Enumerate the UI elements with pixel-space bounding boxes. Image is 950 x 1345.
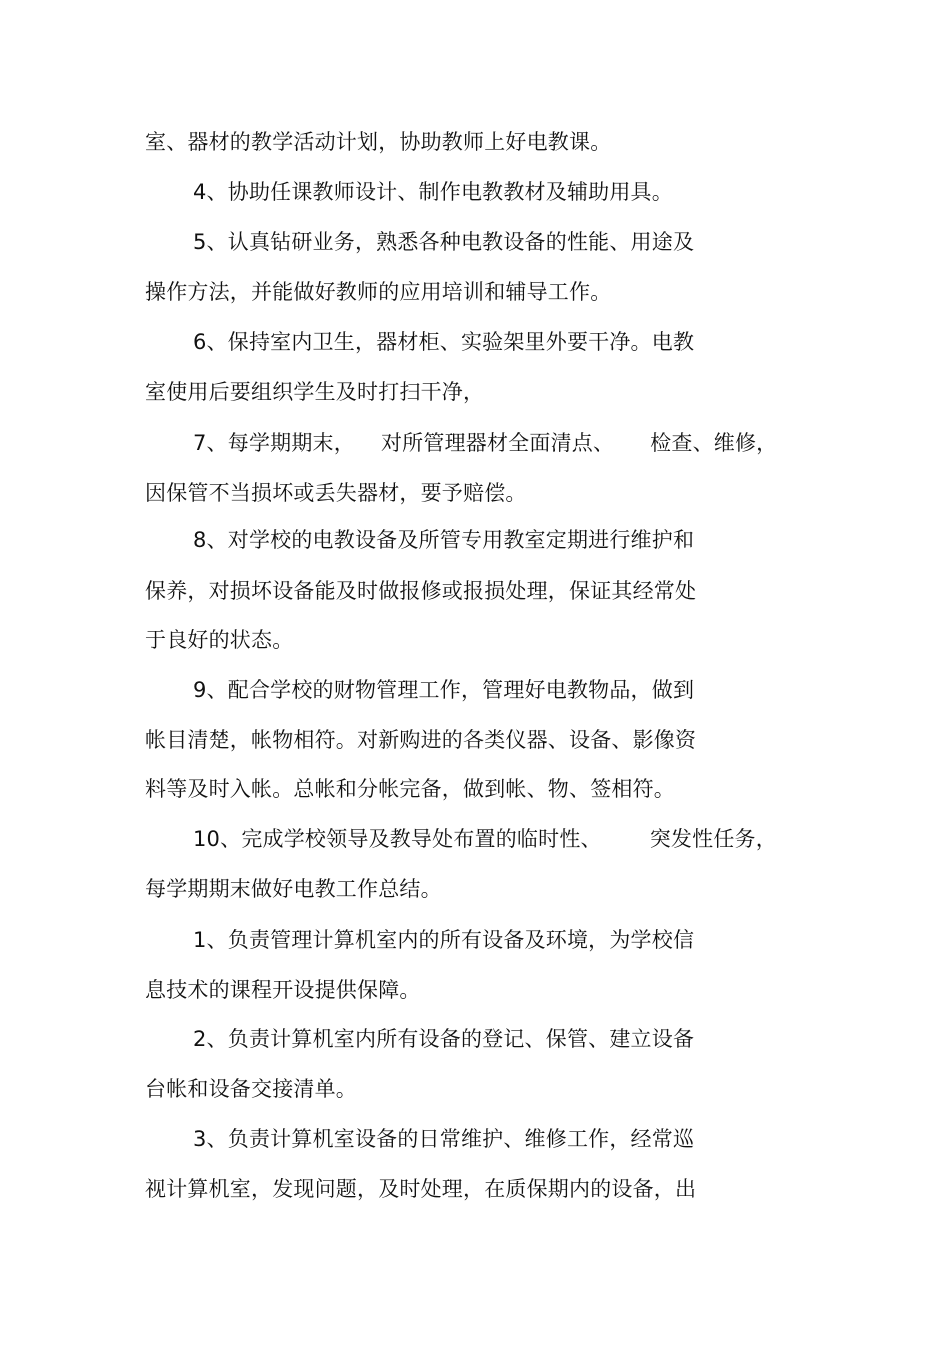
text-line: 室、器材的教学活动计划，协助教师上好电教课。 — [145, 130, 612, 154]
text-line: 2、负责计算机室内所有设备的登记、保管、建立设备 — [193, 1027, 695, 1051]
text-line: 3、负责计算机室设备的日常维护、维修工作，经常巡 — [193, 1127, 695, 1151]
text-line: 保养，对损坏设备能及时做报修或报损处理，保证其经常处 — [145, 579, 697, 603]
text-line: 操作方法，并能做好教师的应用培训和辅导工作。 — [145, 280, 612, 304]
text-line: 息技术的课程开设提供保障。 — [145, 978, 421, 1002]
text-line: 6、保持室内卫生，器材柜、实验架里外要干净。电教 — [193, 330, 695, 354]
text-segment: 7、每学期期末， — [193, 431, 355, 455]
text-line — [193, 826, 777, 852]
text-line: 料等及时入帐。总帐和分帐完备，做到帐、物、签相符。 — [145, 777, 675, 801]
text-line: 1、负责管理计算机室内的所有设备及环境，为学校信 — [193, 928, 695, 952]
text-line: 帐目清楚，帐物相符。对新购进的各类仪器、设备、影像资 — [145, 728, 697, 752]
text-segment: 突发性任务， — [649, 827, 777, 851]
text-segment: 对所管理器材全面清点、 — [380, 431, 615, 455]
text-line: 于良好的状态。 — [145, 628, 294, 652]
text-line: 4、协助任课教师设计、制作电教教材及辅助用具。 — [193, 180, 673, 204]
text-line: 8、对学校的电教设备及所管专用教室定期进行维护和 — [193, 528, 695, 552]
text-segment: 10、完成学校领导及教导处布置的临时性、 — [193, 827, 602, 851]
text-line: 9、配合学校的财物管理工作，管理好电教物品，做到 — [193, 678, 695, 702]
text-segment: 检查、维修， — [650, 431, 778, 455]
text-line: 每学期期末做好电教工作总结。 — [145, 877, 442, 901]
text-line: 视计算机室，发现问题，及时处理，在质保期内的设备，出 — [145, 1177, 697, 1201]
text-line — [193, 430, 777, 456]
text-line: 室使用后要组织学生及时打扫干净， — [145, 380, 485, 404]
text-line: 5、认真钻研业务，熟悉各种电教设备的性能、用途及 — [193, 230, 695, 254]
text-line: 台帐和设备交接清单。 — [145, 1077, 357, 1101]
text-line: 因保管不当损坏或丢失器材，要予赔偿。 — [145, 481, 527, 505]
